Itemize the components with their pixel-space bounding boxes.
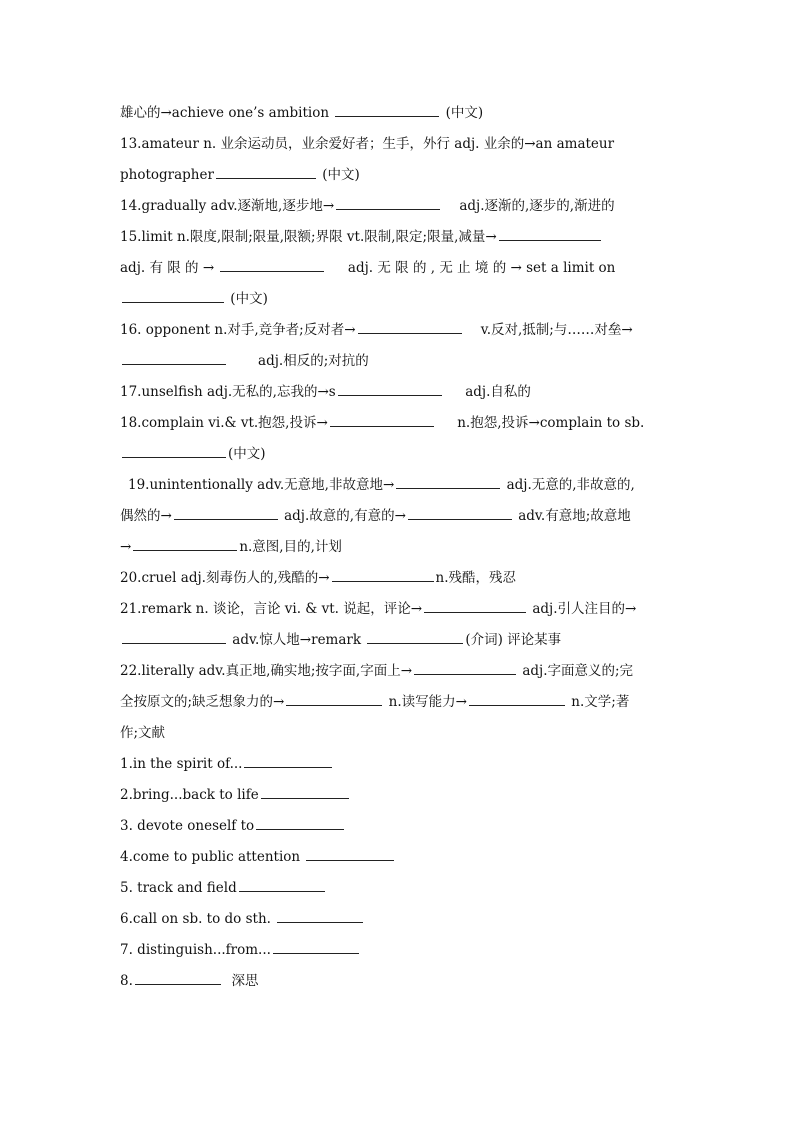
item-17-unselfish xyxy=(120,377,676,408)
item-14-gradually xyxy=(120,191,676,222)
text: 14.gradually adv.逐渐地,逐步地→ xyxy=(120,198,335,214)
text: v.反对,抵制;与……对垒→ xyxy=(480,322,633,338)
text: 21.remark n. 谈论，言论 vi. & vt. 说起，评论→ xyxy=(120,601,423,617)
text: adj.字面意义的;完 xyxy=(522,663,634,679)
worksheet xyxy=(120,98,676,997)
answer-blank[interactable] xyxy=(273,939,359,954)
answer-blank[interactable] xyxy=(396,474,500,489)
text: 2.bring...back to life xyxy=(120,787,259,803)
answer-blank[interactable] xyxy=(256,815,344,830)
item-18-complain xyxy=(120,408,676,439)
text: (中文) xyxy=(322,167,360,183)
item-13-amateur xyxy=(120,129,676,160)
text: 18.complain vi.& vt.抱怨,投诉→ xyxy=(120,415,328,431)
text: adj.引人注目的→ xyxy=(532,601,637,617)
answer-blank[interactable] xyxy=(338,381,442,396)
answer-blank[interactable] xyxy=(220,257,324,272)
answer-blank[interactable] xyxy=(330,412,434,427)
answer-blank[interactable] xyxy=(277,908,363,923)
item-21-remark xyxy=(120,594,676,625)
phrase-4 xyxy=(120,842,676,873)
item-18-cont xyxy=(120,439,676,470)
text: (中文) xyxy=(230,291,268,307)
answer-blank[interactable] xyxy=(414,660,516,675)
item-20-cruel xyxy=(120,563,676,594)
text: adj.相反的;对抗的 xyxy=(258,353,369,369)
text: 8. xyxy=(120,973,133,989)
text: (中文) xyxy=(445,105,484,121)
text: 4.come to public attention xyxy=(120,849,301,865)
item-15-limit xyxy=(120,222,676,253)
item-19-cont2 xyxy=(120,532,676,563)
text: (中文) xyxy=(228,446,266,462)
text: 5. track and field xyxy=(120,880,237,896)
text: adv.有意地;故意地 xyxy=(518,508,631,524)
answer-blank[interactable] xyxy=(286,691,382,706)
text: 6.call on sb. to do sth. xyxy=(120,911,271,927)
answer-blank[interactable] xyxy=(367,629,463,644)
item-19-cont xyxy=(120,501,676,532)
text: adj.逐渐的,逐步的,渐进的 xyxy=(459,198,615,214)
text: n.抱怨,投诉→complain to sb. xyxy=(457,415,645,431)
answer-blank[interactable] xyxy=(335,102,439,117)
answer-blank[interactable] xyxy=(244,753,332,768)
answer-blank[interactable] xyxy=(239,877,325,892)
line-ambition xyxy=(120,98,676,129)
answer-blank[interactable] xyxy=(261,784,349,799)
answer-blank[interactable] xyxy=(306,846,394,861)
answer-blank[interactable] xyxy=(358,319,462,334)
text: 19.unintentionally adv.无意地,非故意地→ xyxy=(128,477,395,493)
text: n.文学;著 xyxy=(571,694,630,710)
item-21-cont xyxy=(120,625,676,656)
text: adj. 无 限 的 , 无 止 境 的 → set a limit on xyxy=(347,260,616,276)
answer-blank[interactable] xyxy=(336,195,440,210)
phrase-7 xyxy=(120,935,676,966)
item-22-cont xyxy=(120,687,676,718)
answer-blank[interactable] xyxy=(122,350,226,365)
answer-blank[interactable] xyxy=(122,443,226,458)
text: (介词) 评论某事 xyxy=(465,632,562,648)
text: 雄心的→achieve one’s ambition xyxy=(120,105,330,121)
text: n.残酷，残忍 xyxy=(435,570,517,586)
item-22-literally xyxy=(120,656,676,687)
answer-blank[interactable] xyxy=(332,567,434,582)
phrase-6 xyxy=(120,904,676,935)
text: adj.自私的 xyxy=(465,384,531,400)
phrase-2 xyxy=(120,780,676,811)
text: photographer xyxy=(120,167,214,183)
phrase-8 xyxy=(120,966,676,997)
answer-blank[interactable] xyxy=(424,598,526,613)
text: → xyxy=(120,539,132,555)
phrase-3 xyxy=(120,811,676,842)
text: 22.literally adv.真正地,确实地;按字面,字面上→ xyxy=(120,663,413,679)
text: 7. distinguish...from... xyxy=(120,942,271,958)
item-13-cont xyxy=(120,160,676,191)
item-22-cont2 xyxy=(120,718,676,749)
text: adj. 有 限 的 → xyxy=(120,260,215,276)
answer-blank[interactable] xyxy=(133,536,237,551)
item-15-cont2 xyxy=(120,284,676,315)
text: n.意图,目的,计划 xyxy=(239,539,342,555)
item-19-unintentionally xyxy=(120,470,676,501)
phrase-1 xyxy=(120,749,676,780)
text: n.读写能力→ xyxy=(388,694,467,710)
answer-blank[interactable] xyxy=(122,288,224,303)
text: adv.惊人地→remark xyxy=(232,632,362,648)
text: 16. opponent n.对手,竞争者;反对者→ xyxy=(120,322,356,338)
answer-blank[interactable] xyxy=(122,629,226,644)
item-15-cont xyxy=(120,253,676,284)
answer-blank[interactable] xyxy=(135,970,221,985)
phrase-5 xyxy=(120,873,676,904)
item-16-opponent xyxy=(120,315,676,346)
text: 作;文献 xyxy=(120,725,166,741)
text: 3. devote oneself to xyxy=(120,818,255,834)
answer-blank[interactable] xyxy=(469,691,565,706)
text: adj.无意的,非故意的, xyxy=(506,477,635,493)
text: 15.limit n.限度,限制;限量,限额;界限 vt.限制,限定;限量,减量→ xyxy=(120,229,497,245)
answer-blank[interactable] xyxy=(408,505,512,520)
answer-blank[interactable] xyxy=(174,505,278,520)
text: 20.cruel adj.刻毒伤人的,残酷的→ xyxy=(120,570,330,586)
text: 全按原文的;缺乏想象力的→ xyxy=(120,694,285,710)
text: 17.unselfish adj.无私的,忘我的→s xyxy=(120,384,336,400)
item-16-cont xyxy=(120,346,676,377)
answer-blank[interactable] xyxy=(216,164,316,179)
text: 13.amateur n. 业余运动员，业余爱好者；生手，外行 adj. 业余的→an amateur xyxy=(120,136,615,152)
text: adj.故意的,有意的→ xyxy=(284,508,406,524)
text: 偶然的→ xyxy=(120,508,172,524)
text: 1.in the spirit of... xyxy=(120,756,243,772)
text: 深思 xyxy=(231,973,259,989)
answer-blank[interactable] xyxy=(499,226,601,241)
